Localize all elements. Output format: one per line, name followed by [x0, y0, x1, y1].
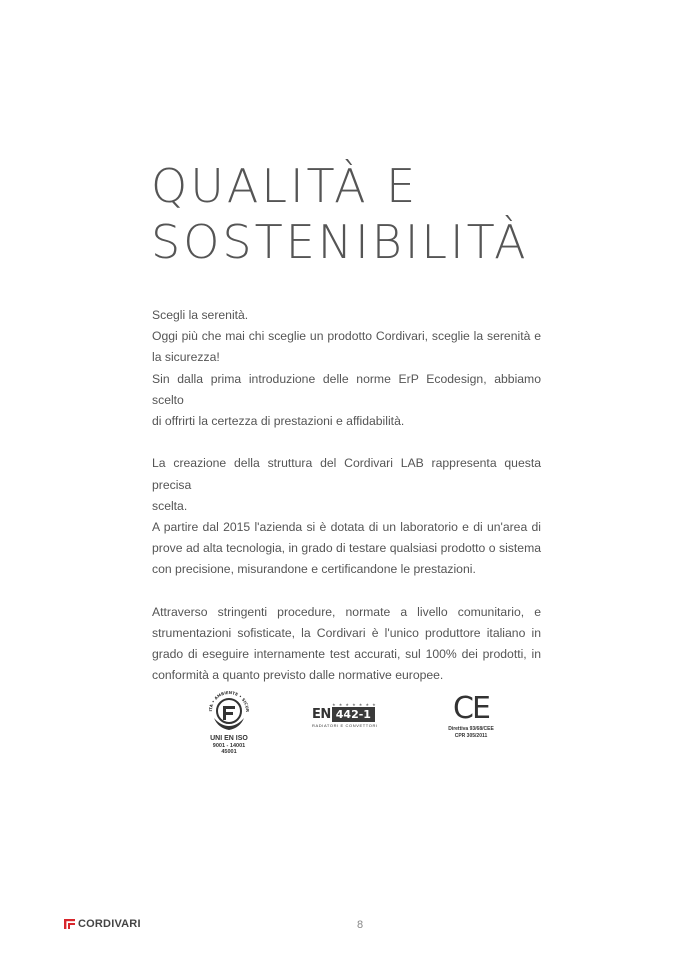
en-badge	[312, 707, 382, 722]
text-line: conformità a quanto previsto dalle normative europee.	[152, 668, 444, 683]
en-stars-icon: ★ ★ ★ ★ ★ ★ ★	[332, 702, 377, 707]
uni-ring-text: ITÀ • AMBIENTE • SICUR	[207, 689, 251, 713]
text-line: prove ad alta tecnologia, in grado di testare qualsiasi prodotto o sistema	[152, 541, 541, 556]
ce-directive: Direttiva 93/68/CEE	[448, 726, 494, 732]
text-line: Scegli la serenità.	[152, 308, 249, 322]
text-line: A partire dal 2015 l'azienda si è dotata di un laboratorio e di un'area di	[152, 520, 541, 535]
page-number: 8	[356, 919, 364, 931]
ce-regulation: CPR 305/2011	[454, 733, 488, 739]
text-line: di offrirti la certezza di prestazioni e affidabilità.	[152, 414, 405, 429]
text-line: la sicurezza!	[152, 350, 220, 365]
text-line: con precisione, misurandone e certificandone le prestazioni.	[152, 562, 476, 577]
text-line: La creazione della struttura del Cordivari LAB rappresenta questa precisa	[152, 456, 541, 492]
uni-sub-1: 9001 - 14001	[212, 743, 246, 749]
brand-name: CORDIVARI	[78, 918, 141, 930]
text-line: Sin dalla prima introduzione delle norme ErP Ecodesign, abbiamo scelto	[152, 371, 541, 407]
uni-en-iso-logo	[197, 684, 261, 764]
body-text	[152, 305, 541, 708]
certification-logos	[0, 680, 678, 770]
text-line: grado di eseguire internamente test accurati, sul 100% dei prodotti, in	[152, 647, 541, 662]
title-line-2: SOSTENIBILITÀ	[151, 215, 529, 269]
text-line: scelta.	[152, 498, 188, 513]
ce-logo	[440, 692, 502, 762]
text-line: Oggi più che mai chi sceglie un prodotto Cordivari, sceglie la serenità e	[152, 329, 541, 344]
paragraph-2	[152, 453, 541, 580]
en-442-logo	[312, 702, 382, 742]
text-line: Attraverso stringenti procedure, normate a livello comunitario, e	[152, 604, 541, 619]
paragraph-1	[152, 305, 541, 432]
title-line-1: QUALITÀ E	[151, 159, 419, 213]
uni-sub-2: 45001	[221, 749, 237, 755]
uni-certification-icon	[204, 684, 254, 734]
uni-label: UNI EN ISO	[210, 735, 248, 742]
en-number: 442-1	[332, 707, 375, 722]
page-title	[151, 158, 529, 270]
paragraph-3	[152, 602, 541, 687]
en-prefix: EN	[312, 707, 331, 722]
ce-mark-icon: CE	[453, 691, 489, 726]
text-line: strumentazioni sofisticate, la Cordivari è l'unico produttore italiano in	[152, 626, 541, 641]
en-subtitle: RADIATORI E CONVETTORI	[312, 723, 378, 728]
